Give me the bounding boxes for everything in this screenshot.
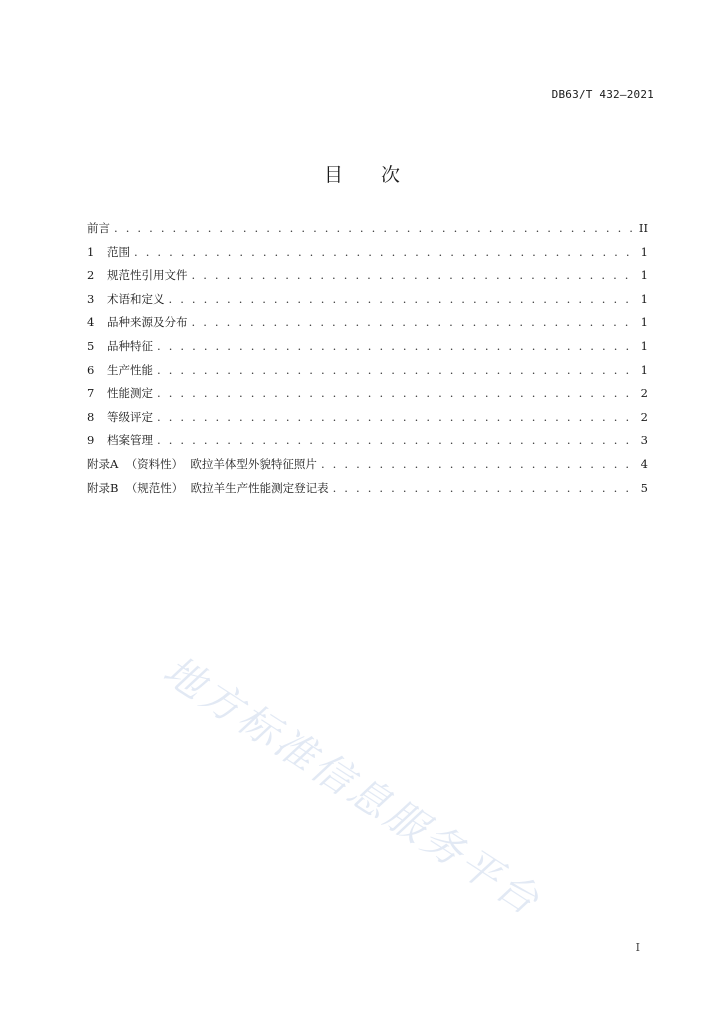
toc-item-page: 1 xyxy=(640,362,648,377)
toc-leader-dots xyxy=(321,454,634,474)
toc-item-grade-evaluation[interactable] xyxy=(87,407,648,431)
toc-item-page: 5 xyxy=(640,480,648,495)
toc-item-number: 4 xyxy=(87,315,95,330)
toc-item-label: 前言 xyxy=(87,221,110,235)
toc-item-performance-testing[interactable] xyxy=(87,383,648,407)
toc-leader-dots xyxy=(134,242,634,262)
toc-item-page: 1 xyxy=(640,338,648,353)
toc-item-label: 附录B （规范性） 欧拉羊生产性能测定登记表 xyxy=(87,480,329,495)
toc-item-page: 1 xyxy=(640,315,648,330)
toc-item-label: 等级评定 xyxy=(107,409,153,424)
toc-item-label: 规范性引用文件 xyxy=(107,268,188,283)
toc-item-label: 附录A （资料性） 欧拉羊体型外貌特征照片 xyxy=(87,456,317,471)
toc-leader-dots xyxy=(169,289,635,309)
toc-item-page: 1 xyxy=(640,244,648,259)
toc-item-label: 性能测定 xyxy=(107,386,153,401)
toc-item-number: 5 xyxy=(87,338,95,353)
toc-item-page: II xyxy=(638,221,648,235)
toc-item-label: 生产性能 xyxy=(107,362,153,377)
toc-item-page: 1 xyxy=(640,268,648,283)
toc-leader-dots xyxy=(157,360,634,380)
toc-item-label: 档案管理 xyxy=(107,433,153,448)
toc-leader-dots xyxy=(114,218,634,238)
toc-item-number: 9 xyxy=(87,433,95,448)
toc-item-normative-references[interactable] xyxy=(87,265,648,289)
toc-item-production-performance[interactable] xyxy=(87,360,648,384)
toc-item-label: 品种来源及分布 xyxy=(107,315,188,330)
toc-item-page: 2 xyxy=(640,386,648,401)
toc-item-number: 2 xyxy=(87,268,95,283)
toc-item-breed-characteristics[interactable] xyxy=(87,336,648,360)
toc-leader-dots xyxy=(157,336,634,356)
toc-item-appendix-b[interactable] xyxy=(87,478,648,502)
table-of-contents xyxy=(87,218,648,501)
toc-item-page: 1 xyxy=(640,291,648,306)
toc-item-breed-origin[interactable] xyxy=(87,312,648,336)
toc-title: 目次 xyxy=(323,164,438,186)
toc-leader-dots xyxy=(192,312,635,332)
toc-leader-dots xyxy=(192,265,635,285)
toc-item-scope[interactable] xyxy=(87,242,648,266)
toc-item-record-management[interactable] xyxy=(87,430,648,454)
toc-leader-dots xyxy=(333,478,634,498)
toc-item-number: 1 xyxy=(87,244,95,259)
watermark-text: 地方标准信息服务平台 xyxy=(155,647,550,926)
toc-item-number: 8 xyxy=(87,409,95,424)
toc-item-foreword[interactable] xyxy=(87,218,648,242)
toc-item-page: 4 xyxy=(640,456,648,471)
toc-item-number: 6 xyxy=(87,362,95,377)
toc-item-page: 3 xyxy=(640,433,648,448)
document-code: DB63/T 432—2021 xyxy=(551,88,654,101)
toc-item-terms-definitions[interactable] xyxy=(87,289,648,313)
toc-item-label: 术语和定义 xyxy=(107,291,165,306)
toc-item-page: 2 xyxy=(640,409,648,424)
page-number: I xyxy=(635,941,640,954)
toc-leader-dots xyxy=(157,383,634,403)
toc-item-appendix-a[interactable] xyxy=(87,454,648,478)
toc-leader-dots xyxy=(157,430,634,450)
toc-item-number: 3 xyxy=(87,291,95,306)
toc-leader-dots xyxy=(157,407,634,427)
toc-item-label: 品种特征 xyxy=(107,338,153,353)
toc-item-label: 范围 xyxy=(107,244,130,259)
toc-item-number: 7 xyxy=(87,386,95,401)
